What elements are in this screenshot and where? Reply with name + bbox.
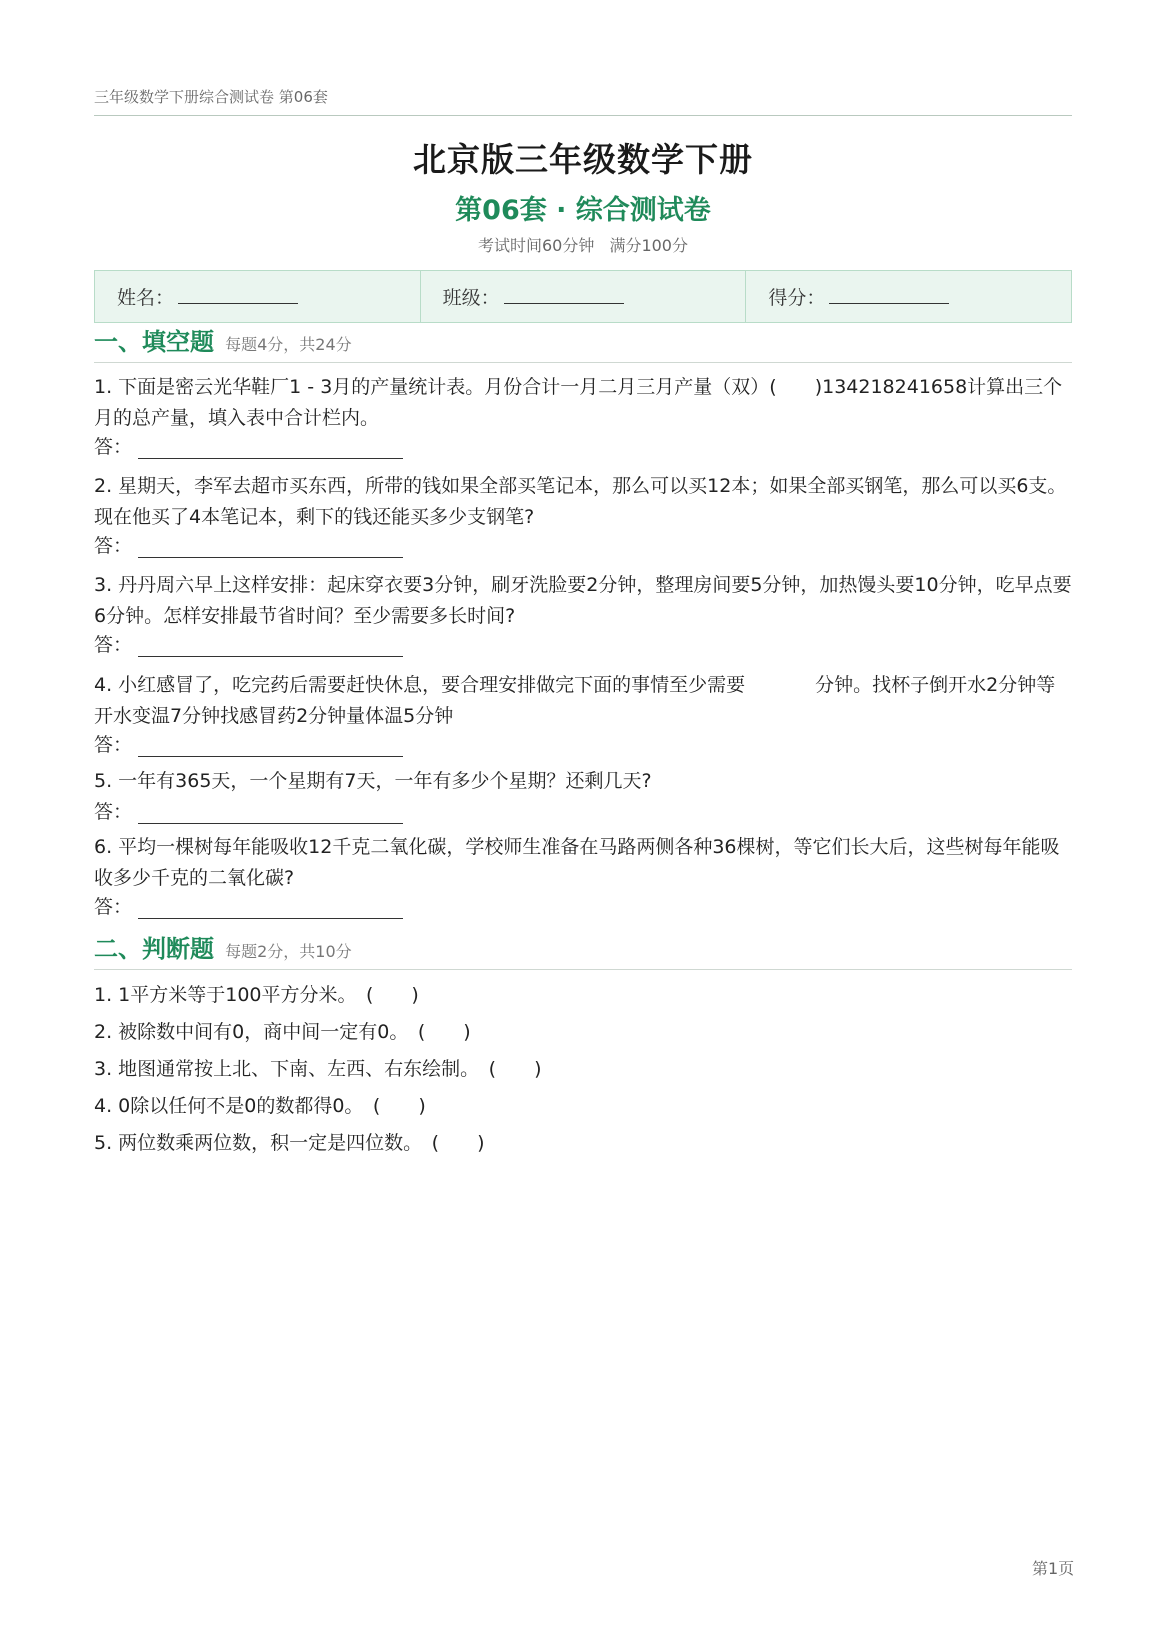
question-1: 1. 下面是密云光华鞋厂1 - 3月的产量统计表。月份合计一月二月三月产量（双）( )134218241658计算出三个月的总产量，填入表中合计栏内。 bbox=[94, 376, 1063, 429]
student-info-box bbox=[94, 270, 1072, 323]
answer-3[interactable] bbox=[94, 630, 403, 657]
section1-note: 每题4分，共24分 bbox=[225, 335, 352, 354]
judge-question-3: 3. 地图通常按上北、下南、左西、右东绘制。 ( ) bbox=[94, 1058, 542, 1080]
answer-6[interactable] bbox=[94, 892, 403, 919]
question-3: 3. 丹丹周六早上这样安排：起床穿衣要3分钟，刷牙洗脸要2分钟，整理房间要5分钟，加热馒头要10分钟，吃早点要6分钟。怎样安排最节省时间？至少需要多长时间? bbox=[94, 574, 1072, 627]
page-title: 北京版三年级数学下册 bbox=[413, 140, 753, 179]
judge-question-5: 5. 两位数乘两位数，积一定是四位数。 ( ) bbox=[94, 1132, 485, 1154]
question-6: 6. 平均一棵树每年能吸收12千克二氧化碳，学校师生准备在马路两侧各种36棵树，等它们长大后，这些树每年能吸收多少千克的二氧化碳? bbox=[94, 836, 1060, 889]
running-header: 三年级数学下册综合测试卷 第06套 bbox=[94, 88, 328, 106]
answer-label: 答： bbox=[94, 801, 133, 823]
answer-label: 答： bbox=[94, 535, 133, 557]
judge-question-1: 1. 1平方米等于100平方分米。 ( ) bbox=[94, 984, 419, 1006]
question-4 bbox=[94, 670, 1072, 732]
section1-title: 一、填空题 bbox=[94, 328, 214, 356]
section2-note: 每题2分，共10分 bbox=[225, 942, 352, 961]
answer-blank[interactable] bbox=[138, 440, 403, 459]
score-blank[interactable] bbox=[829, 289, 949, 304]
answer-blank[interactable] bbox=[138, 805, 403, 824]
answer-label: 答： bbox=[94, 436, 133, 458]
class-label: 班级： bbox=[442, 287, 500, 309]
question-2: 2. 星期天，李军去超市买东西，所带的钱如果全部买笔记本，那么可以买12本；如果全部买钢笔，那么可以买6支。现在他买了4本笔记本，剩下的钱还能买多少支钢笔? bbox=[94, 475, 1067, 528]
section2-title: 二、判断题 bbox=[94, 935, 214, 963]
class-field[interactable] bbox=[420, 271, 746, 322]
page-number: 第1页 bbox=[1032, 1559, 1075, 1578]
answer-blank[interactable] bbox=[138, 539, 403, 558]
answer-label: 答： bbox=[94, 734, 133, 756]
score-field[interactable] bbox=[745, 271, 1071, 322]
question-4-text: 4. 小红感冒了，吃完药后需要赶快休息，要合理安排做完下面的事情至少需要 bbox=[94, 674, 746, 696]
exam-info: 考试时间60分钟 满分100分 bbox=[478, 236, 688, 255]
name-label: 姓名： bbox=[117, 287, 175, 309]
answer-4[interactable] bbox=[94, 730, 403, 757]
section2-header bbox=[94, 929, 1072, 964]
answer-blank[interactable] bbox=[138, 900, 403, 919]
answer-5[interactable] bbox=[94, 797, 403, 824]
answer-blank[interactable] bbox=[138, 738, 403, 757]
answer-2[interactable] bbox=[94, 531, 403, 558]
name-blank[interactable] bbox=[178, 289, 298, 304]
answer-blank[interactable] bbox=[138, 638, 403, 657]
question-4-tail: 分钟。找杯子倒开水2分钟等开水变温7分钟找感冒药2分钟量体温5分钟 bbox=[94, 674, 1056, 727]
question-5: 5. 一年有365天，一个星期有7天，一年有多少个星期？还剩几天? bbox=[94, 770, 652, 792]
name-field[interactable] bbox=[95, 271, 420, 322]
judge-question-2: 2. 被除数中间有0，商中间一定有0。 ( ) bbox=[94, 1021, 471, 1043]
section1-divider bbox=[94, 362, 1072, 363]
header-divider bbox=[94, 115, 1072, 116]
page-subtitle: 第06套 · 综合测试卷 bbox=[455, 195, 711, 226]
section1-header bbox=[94, 322, 1072, 357]
judge-question-4: 4. 0除以任何不是0的数都得0。 ( ) bbox=[94, 1095, 426, 1117]
answer-label: 答： bbox=[94, 896, 133, 918]
answer-label: 答： bbox=[94, 634, 133, 656]
score-label: 得分： bbox=[768, 287, 826, 309]
class-blank[interactable] bbox=[504, 289, 624, 304]
answer-1[interactable] bbox=[94, 432, 403, 459]
section2-divider bbox=[94, 969, 1072, 970]
